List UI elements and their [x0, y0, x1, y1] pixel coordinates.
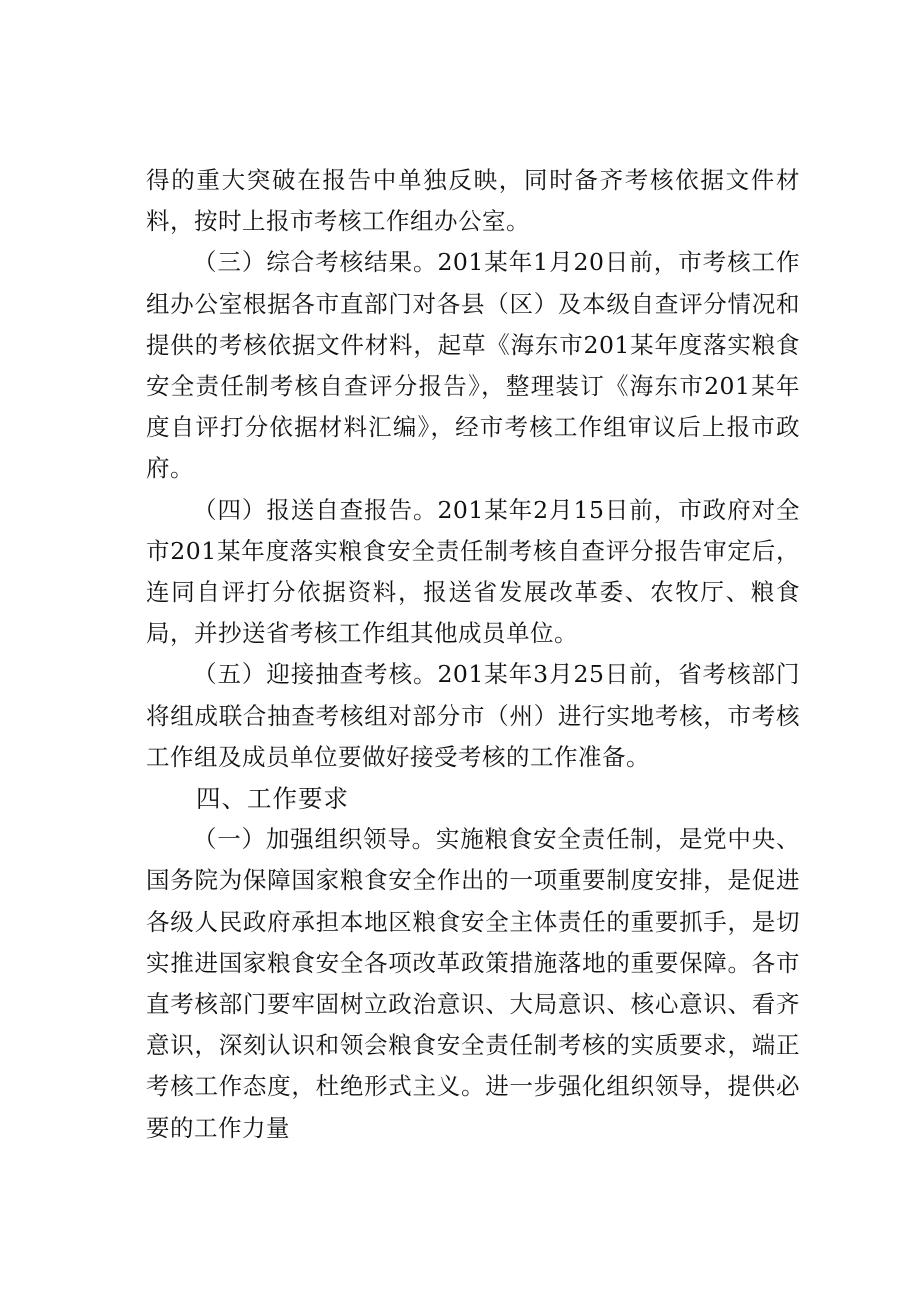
paragraph-continuation: 得的重大突破在报告中单独反映，同时备齐考核依据文件材料，按时上报市考核工作组办公室。 — [146, 166, 800, 236]
paragraph-spot-check: （五）迎接抽查考核。201某年3月25日前，省考核部门将组成联合抽查考核组对部分市（州）进行实地考核，市考核工作组及成员单位要做好接受考核的工作准备。 — [146, 660, 800, 771]
section-heading-work-requirements: 四、工作要求 — [196, 784, 349, 814]
document-body — [146, 160, 800, 1149]
paragraph-comprehensive-results: （三）综合考核结果。201某年1月20日前，市考核工作组办公室根据各市直部门对各县（区）及本级自查评分情况和提供的考核依据文件材料，起草《海东市201某年度落实粮食安全责任制考核自查评分报告》，整理装订《海东市201某年度自评打分依据材料汇编》，经市考核工作组审议后上报市政府。 — [146, 248, 800, 483]
paragraph-submit-report: （四）报送自查报告。201某年2月15日前，市政府对全市201某年度落实粮食安全责任制考核自查评分报告审定后，连同自评打分依据资料，报送省发展改革委、农牧厅、粮食局，并抄送省考核工作组其他成员单位。 — [146, 495, 800, 648]
paragraph-strengthen-leadership: （一）加强组织领导。实施粮食安全责任制，是党中央、国务院为保障国家粮食安全作出的一项重要制度安排，是促进各级人民政府承担本地区粮食安全主体责任的重要抓手，是切实推进国家粮食安全各项改革政策措施落地的重要保障。各市直考核部门要牢固树立政治意识、大局意识、核心意识、看齐意识，深刻认识和领会粮食安全责任制考核的实质要求，端正考核工作态度，杜绝形式主义。进一步强化组织领导，提供必要的工作力量 — [146, 825, 800, 1142]
